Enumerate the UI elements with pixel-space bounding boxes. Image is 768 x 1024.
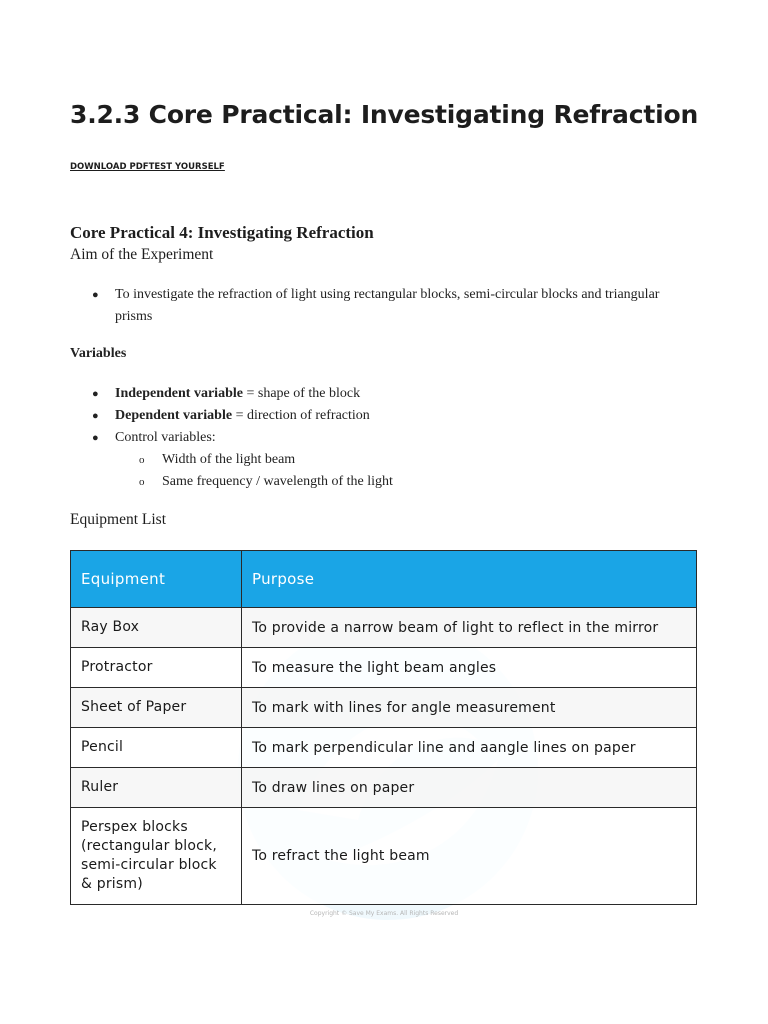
variables-heading: Variables: [70, 346, 127, 361]
control-variables-label: Control variables:: [115, 430, 216, 445]
equipment-cell: Pencil: [71, 728, 242, 768]
aim-list: [92, 284, 692, 328]
purpose-cell: To provide a narrow beam of light to reflect in the mirror: [242, 608, 697, 648]
independent-variable-item: [92, 383, 692, 405]
purpose-cell: To draw lines on paper: [242, 768, 697, 808]
equipment-cell: Ruler: [71, 768, 242, 808]
hollow-circle-icon: o: [139, 476, 145, 488]
independent-variable-value: = shape of the block: [242, 386, 361, 401]
table-row: [71, 808, 697, 905]
dependent-variable-label: Dependent variable: [115, 408, 233, 423]
equipment-cell: Protractor: [71, 648, 242, 688]
bullet-icon: ●: [92, 432, 99, 444]
table-row: [71, 728, 697, 768]
dependent-variable-value: = direction of refraction: [232, 408, 370, 423]
download-pdf-link[interactable]: DOWNLOAD PDF: [70, 162, 149, 172]
bullet-icon: ●: [92, 410, 99, 422]
equipment-table: [70, 550, 697, 905]
table-row: [71, 768, 697, 808]
control-variable-item: [139, 449, 692, 471]
practical-title: Core Practical 4: Investigating Refraction: [70, 223, 374, 242]
equipment-heading: Equipment List: [70, 511, 167, 528]
copyright-text: Copyright © Save My Exams. All Rights Reserved: [309, 910, 459, 917]
aim-item-text: To investigate the refraction of light using rectangular blocks, semi-circular blocks and triangular prisms: [115, 287, 660, 324]
equipment-cell: Ray Box: [71, 608, 242, 648]
download-links: [70, 162, 225, 172]
control-variables-item: [92, 427, 692, 493]
hollow-circle-icon: o: [139, 454, 145, 466]
bullet-icon: ●: [92, 289, 99, 301]
control-variable-text: Same frequency / wavelength of the light: [162, 474, 393, 489]
independent-variable-label: Independent variable: [115, 386, 243, 401]
variables-list: [92, 383, 692, 493]
purpose-column-header: Purpose: [242, 551, 697, 608]
page-title: 3.2.3 Core Practical: Investigating Refraction: [70, 100, 699, 129]
bullet-icon: ●: [92, 388, 99, 400]
control-variable-text: Width of the light beam: [162, 452, 296, 467]
table-row: [71, 608, 697, 648]
test-yourself-link[interactable]: TEST YOURSELF: [148, 162, 225, 172]
table-row: [71, 688, 697, 728]
dependent-variable-item: [92, 405, 692, 427]
control-variable-item: [139, 471, 692, 493]
equipment-cell: Sheet of Paper: [71, 688, 242, 728]
table-row: [71, 648, 697, 688]
purpose-cell: To mark perpendicular line and aangle lines on paper: [242, 728, 697, 768]
table-header-row: [71, 551, 697, 608]
aim-item: [92, 284, 692, 328]
aim-heading: Aim of the Experiment: [70, 246, 214, 263]
control-variables-list: [115, 449, 692, 493]
purpose-cell: To mark with lines for angle measurement: [242, 688, 697, 728]
equipment-column-header: Equipment: [71, 551, 242, 608]
equipment-cell: Perspex blocks (rectangular block, semi-circular block & prism): [71, 808, 242, 905]
purpose-cell: To measure the light beam angles: [242, 648, 697, 688]
purpose-cell: To refract the light beam: [242, 808, 697, 905]
